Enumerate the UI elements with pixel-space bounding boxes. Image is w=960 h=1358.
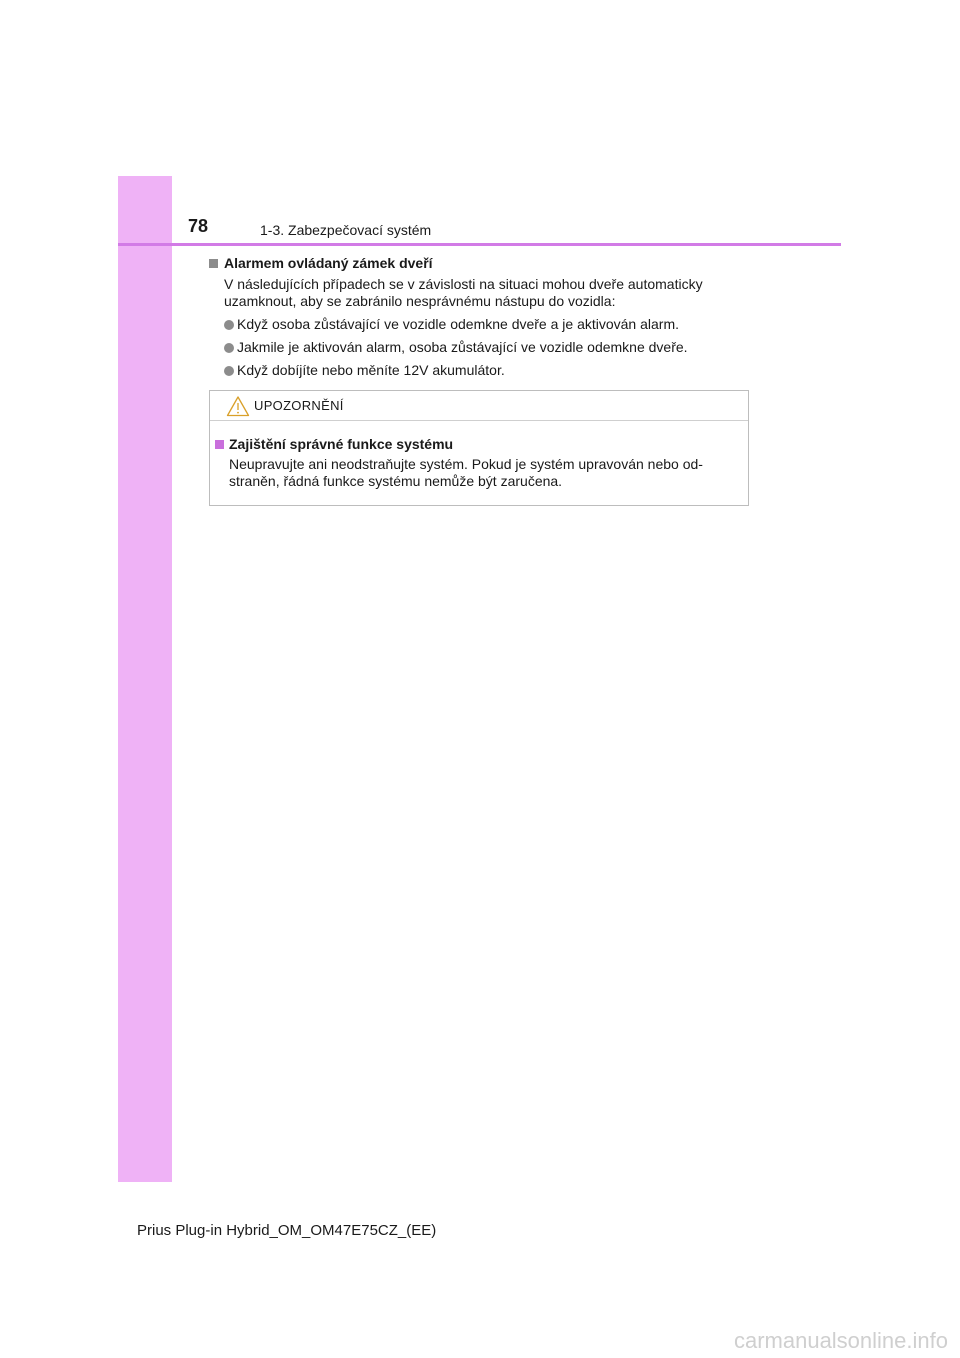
list-item-text: Jakmile je aktivován alarm, osoba zůstávající ve vozidle odemkne dveře.	[237, 339, 688, 355]
side-color-band	[118, 176, 172, 1182]
bullet-list	[224, 316, 769, 379]
header-rule	[118, 243, 841, 246]
square-bullet-icon	[209, 259, 218, 268]
section-paragraph: V následujících případech se v závislosti na situaci mohou dveře automaticky uzamknout, aby se zabránilo nesprávnému nástupu do vozidla:	[224, 276, 703, 309]
warning-box	[209, 390, 749, 506]
footer-document-id: Prius Plug-in Hybrid_OM_OM47E75CZ_(EE)	[137, 1222, 437, 1239]
square-bullet-icon	[215, 440, 224, 449]
circle-bullet-icon	[224, 320, 234, 330]
list-item-text: Když osoba zůstávající ve vozidle odemkne dveře a je aktivován alarm.	[237, 316, 680, 332]
warning-header	[210, 391, 748, 421]
warning-heading	[215, 435, 748, 453]
warning-triangle-icon	[226, 395, 250, 417]
list-item-text: Když dobíjíte nebo měníte 12V akumulátor.	[237, 362, 505, 378]
list-item	[224, 316, 769, 333]
chapter-title: 1-3. Zabezpečovací systém	[260, 222, 432, 238]
warning-heading-text: Zajištění správné funkce systému	[229, 436, 454, 452]
circle-bullet-icon	[224, 343, 234, 353]
section-heading	[209, 254, 769, 272]
watermark: carmanualsonline.info	[733, 1328, 948, 1353]
alarm-door-lock-section	[209, 254, 769, 385]
warning-label: UPOZORNĚNÍ	[254, 398, 344, 413]
list-item	[224, 362, 769, 379]
warning-text: Neupravujte ani neodstraňujte systém. Pokud je systém upravován nebo od-straněn, řádná funkce systému nemůže být zaručena.	[229, 456, 703, 489]
list-item	[224, 339, 769, 356]
page-number: 78	[188, 216, 209, 236]
circle-bullet-icon	[224, 366, 234, 376]
section-heading-text: Alarmem ovládaný zámek dveří	[224, 255, 433, 271]
warning-body	[210, 421, 748, 490]
